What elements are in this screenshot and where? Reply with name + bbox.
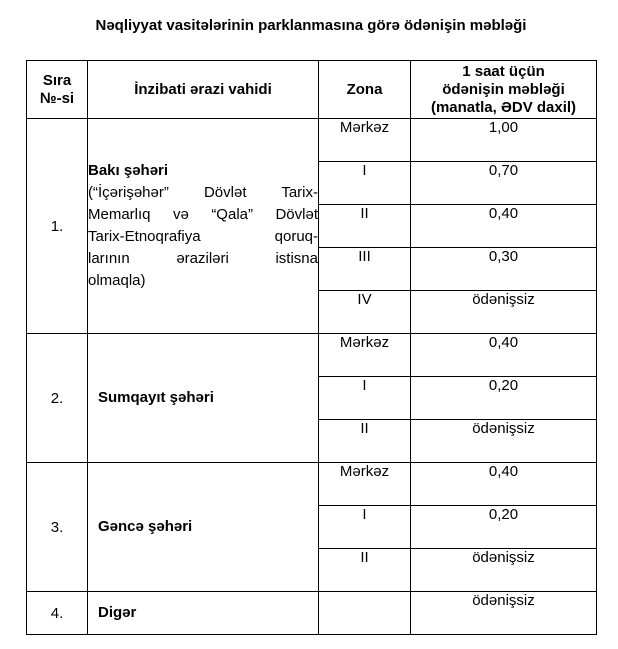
zone-cell: II [319,420,411,463]
zone-cell: Mərkəz [319,334,411,377]
fee-cell: 0,20 [411,506,597,549]
zone-cell [319,592,411,635]
region-cell [88,592,319,635]
region-note-line: Memarlıq və “Qala” Dövlət [88,206,318,223]
zone-cell: II [319,205,411,248]
zone-cell: I [319,506,411,549]
header-fee-line3: (manatla, ƏDV daxil) [430,98,577,116]
parking-fee-table [26,60,597,635]
fee-cell: 0,20 [411,377,597,420]
region-note-line: Tarix-Etnoqrafiya qoruq- [88,228,318,245]
region-cell [88,463,319,592]
fee-cell: ödənişsiz [411,291,597,334]
header-fee-line1: 1 saat üçün [462,62,545,80]
fee-cell: 0,40 [411,205,597,248]
fee-cell: 0,40 [411,334,597,377]
table-row [27,334,597,377]
zone-cell: I [319,162,411,205]
fee-cell: ödənişsiz [411,592,597,635]
header-sira-no [27,61,88,119]
document-title: Nəqliyyat vasitələrinin parklanmasına görə ödənişin məbləği [95,17,527,34]
region-note-line: olmaqla) [88,272,146,289]
row-number-cell: 4. [27,592,88,635]
region-cell [88,334,319,463]
header-region: İnzibati ərazi vahidi [88,61,319,119]
table-row [27,119,597,162]
header-zone: Zona [319,61,411,119]
table-row [27,463,597,506]
row-number-cell: 2. [27,334,88,463]
zone-cell: III [319,248,411,291]
header-sira-line1: Sıra [42,71,72,89]
region-note-line: (“İçərişəhər” Dövlət Tarix- [88,184,318,201]
fee-cell: ödənişsiz [411,549,597,592]
region-note-line: larının əraziləri istisna [88,250,318,267]
row-number-cell: 1. [27,119,88,334]
zone-cell: I [319,377,411,420]
zone-cell: IV [319,291,411,334]
fee-cell: 0,40 [411,463,597,506]
region-cell [88,119,319,334]
fee-cell: 0,30 [411,248,597,291]
region-note [88,182,318,292]
region-name: Bakı şəhəri [88,162,169,179]
region-name: Gəncə şəhəri [98,518,193,535]
zone-cell: II [319,549,411,592]
header-sira-line2: №-si [39,89,75,107]
zone-cell: Mərkəz [319,119,411,162]
header-fee-line2: ödənişin məbləği [442,80,565,98]
region-name: Sumqayıt şəhəri [98,389,214,406]
fee-cell: 0,70 [411,162,597,205]
header-row [27,61,597,119]
table-row [27,592,597,635]
zone-cell: Mərkəz [319,463,411,506]
row-number-cell: 3. [27,463,88,592]
header-fee [411,61,597,119]
fee-cell: ödənişsiz [411,420,597,463]
fee-cell: 1,00 [411,119,597,162]
region-name: Digər [98,604,137,621]
